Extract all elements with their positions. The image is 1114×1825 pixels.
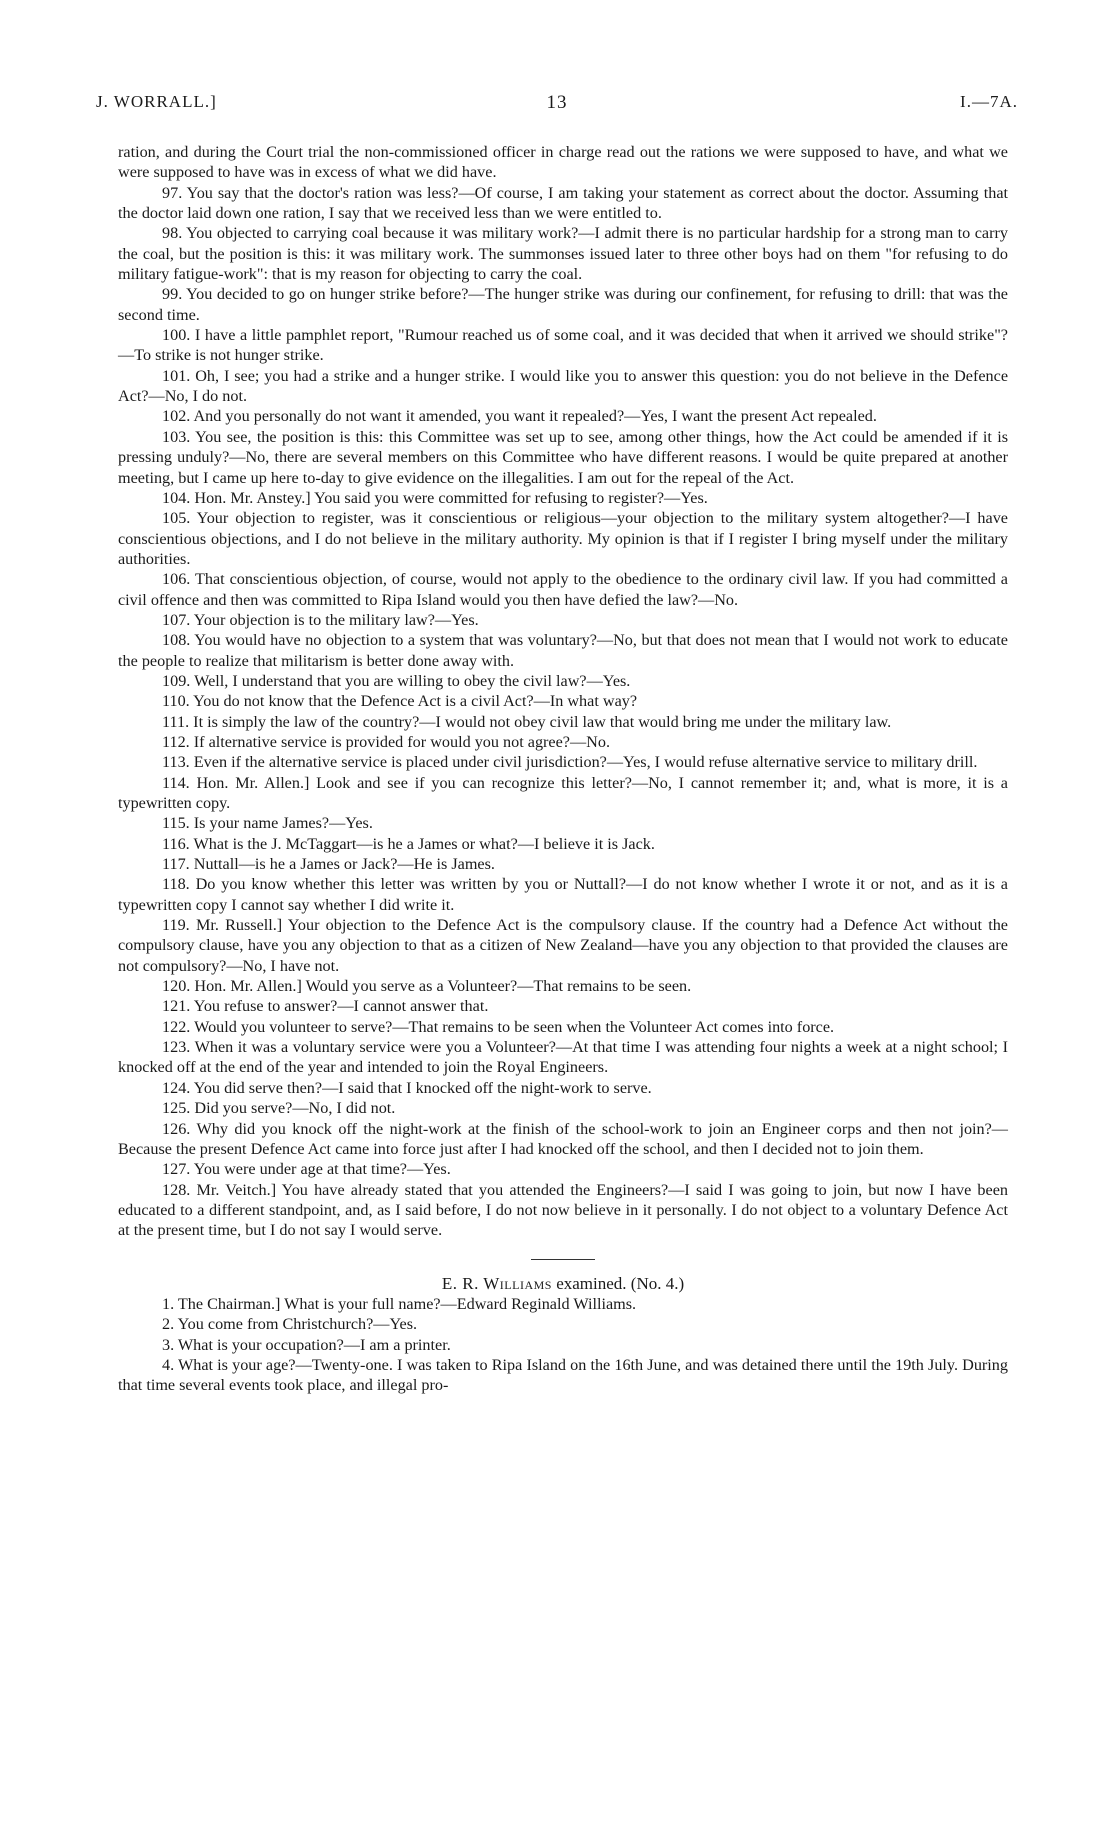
paragraph: ration, and during the Court trial the non-commissioned officer in charge read out the rations we were supposed to have, and what we were supposed to have was in excess of what we did have. xyxy=(118,143,1008,182)
paragraph: 98. You objected to carrying coal because it was military work?—I admit there is no particular hardship for a strong man to carry the coal, but the position is this: it was military work. The summonses issued later to three other boys had on them "for refusing to do military fatigue-work": that is my reason for objecting to carry the coal. xyxy=(118,224,1008,284)
paragraph: 106. That conscientious objection, of course, would not apply to the obedience to the ordinary civil law. If you had committed a civil offence and then was committed to Ripa Island would you then have defied the law?—No. xyxy=(118,570,1008,609)
paragraph: 105. Your objection to register, was it conscientious or religious—your objection to the military system altogether?—I have conscientious objections, and I do not believe in the military authority. My opinion is that if I register I bring myself under the military authorities. xyxy=(118,509,1008,568)
paragraph: 107. Your objection is to the military law?—Yes. xyxy=(162,610,479,629)
paragraph: 2. You come from Christchurch?—Yes. xyxy=(162,1315,418,1334)
paragraph: 123. When it was a voluntary service were you a Volunteer?—At that time I was attending four nights a week at a night school; I knocked off at the end of the year and intended to join the Royal Engineers. xyxy=(118,1038,1008,1077)
paragraph: 114. Hon. Mr. Allen.] Look and see if you can recognize this letter?—No, I cannot remember it; and, what is more, it is a typewritten copy. xyxy=(118,773,1008,812)
paragraph: 115. Is your name James?—Yes. xyxy=(162,814,373,833)
paragraph: 104. Hon. Mr. Anstey.] You said you were committed for refusing to register?—Yes. xyxy=(162,488,708,507)
page-number: 13 xyxy=(546,92,568,113)
paragraph: 126. Why did you knock off the night-work at the finish of the school-work to join an Engineer corps and then not join?—Because the present Defence Act came into force just after I had knocked off the school, and then I decided not to join them. xyxy=(118,1119,1008,1158)
page-header xyxy=(96,92,1018,116)
paragraph: 101. Oh, I see; you had a strike and a hunger strike. I would like you to answer this question: you do not believe in the Defence Act?—No, I do not. xyxy=(118,366,1008,406)
paragraph: 108. You would have no objection to a system that was voluntary?—No, but that does not mean that I would not work to educate the people to realize that militarism is better done away with. xyxy=(118,631,1008,670)
paragraph: 127. You were under age at that time?—Yes. xyxy=(162,1160,451,1179)
document-reference: I.—7A. xyxy=(960,92,1018,111)
section-divider xyxy=(531,1259,595,1260)
paragraph: 122. Would you volunteer to serve?—That remains to be seen when the Volunteer Act comes into force. xyxy=(162,1017,835,1036)
paragraph: 111. It is simply the law of the country?—I would not obey civil law that would bring me under the military law. xyxy=(162,712,892,731)
paragraph: 128. Mr. Veitch.] You have already stated that you attended the Engineers?—I said I was going to join, but now I have been educated to a different standpoint, and, as I said before, I do not now believe in it personally. I do not object to a voluntary Defence Act at the present time, but I do not say I would serve. xyxy=(118,1180,1008,1240)
paragraph: 125. Did you serve?—No, I did not. xyxy=(162,1099,396,1118)
paragraph: 103. You see, the position is this: this Committee was set up to see, among other things, how the Act could be amended if it is pressing unduly?—No, there are several members on this Committee who have different reasons. I would be quite prepared at another meeting, but I came up here to-day to give evidence on the illegalities. I am out for the repeal of the Act. xyxy=(118,427,1008,487)
paragraph: 97. You say that the doctor's ration was less?—Of course, I am taking your statement as correct about the doctor. Assuming that the doctor laid down one ration, I say that we received less than we were entitled to. xyxy=(118,183,1008,223)
page-body xyxy=(118,142,1008,1396)
paragraph: 117. Nuttall—is he a James or Jack?—He is James. xyxy=(162,855,495,874)
paragraph: 119. Mr. Russell.] Your objection to the Defence Act is the compulsory clause. If the country had a Defence Act without the compulsory clause, have you any objection to that as a citizen of New Zealand—have you any objection to that provided the clauses are not compulsory?—No, I have not. xyxy=(118,916,1008,975)
paragraph: 121. You refuse to answer?—I cannot answer that. xyxy=(162,997,489,1016)
paragraph: 102. And you personally do not want it amended, you want it repealed?—Yes, I want the present Act repealed. xyxy=(162,407,877,426)
paragraph: 120. Hon. Mr. Allen.] Would you serve as a Volunteer?—That remains to be seen. xyxy=(162,977,692,996)
paragraph: 112. If alternative service is provided for would you not agree?—No. xyxy=(162,732,611,751)
paragraph: 100. I have a little pamphlet report, "Rumour reached us of some coal, and it was decided that when it arrived we should strike"?—To strike is not hunger strike. xyxy=(118,326,1008,365)
paragraph: 4. What is your age?—Twenty-one. I was taken to Ripa Island on the 16th June, and was detained there until the 19th July. During that time several events took place, and illegal pro- xyxy=(118,1355,1008,1395)
section-heading xyxy=(118,1274,1008,1294)
witness-name: E. R. Williams xyxy=(441,1273,552,1293)
paragraph: 3. What is your occupation?—I am a printer. xyxy=(162,1335,451,1354)
section-heading-text: examined. (No. 4.) xyxy=(551,1273,685,1293)
header-witness-name: J. WORRALL.] xyxy=(96,92,217,111)
paragraph: 113. Even if the alternative service is placed under civil jurisdiction?—Yes, I would refuse alternative service to military drill. xyxy=(162,753,978,772)
paragraph: 124. You did serve then?—I said that I knocked off the night-work to serve. xyxy=(162,1078,652,1097)
paragraph: 110. You do not know that the Defence Act is a civil Act?—In what way? xyxy=(162,692,638,711)
paragraph: 116. What is the J. McTaggart—is he a James or what?—I believe it is Jack. xyxy=(162,834,655,853)
paragraph: 99. You decided to go on hunger strike before?—The hunger strike was during our confinement, for refusing to drill: that was the second time. xyxy=(118,285,1008,324)
paragraph: 109. Well, I understand that you are willing to obey the civil law?—Yes. xyxy=(162,671,631,690)
paragraph: 118. Do you know whether this letter was written by you or Nuttall?—I do not know whether I wrote it or not, and as it is a typewritten copy I cannot say whether I did write it. xyxy=(118,875,1008,914)
paragraph: 1. The Chairman.] What is your full name?—Edward Reginald Williams. xyxy=(162,1294,637,1313)
